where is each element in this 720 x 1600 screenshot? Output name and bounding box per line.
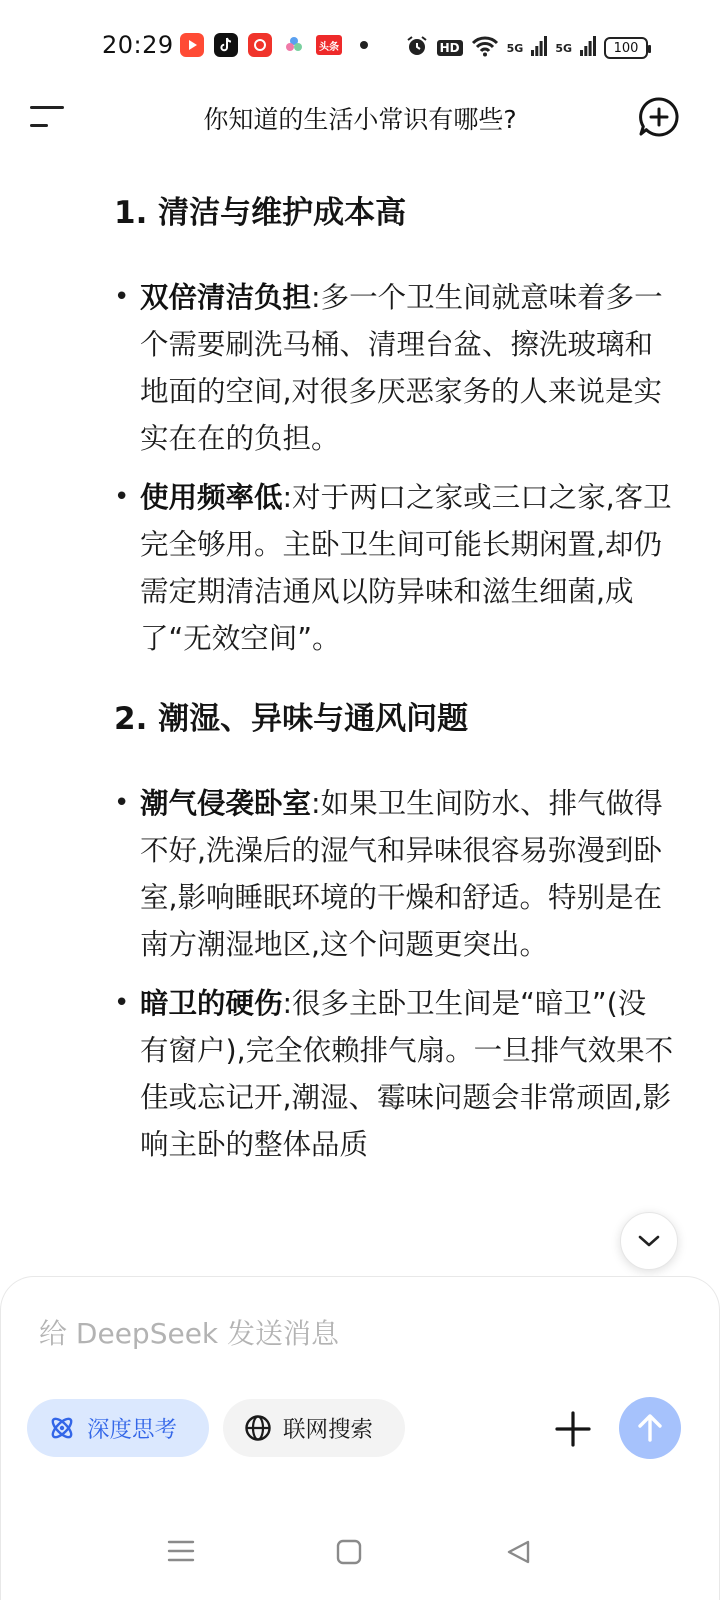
list-item — [114, 780, 674, 968]
bullet-title: 双倍清洁负担 — [140, 281, 312, 314]
web-search-label: 联网搜索 — [283, 1417, 374, 1443]
bullet-text: :如果卫生间防水、排气做得不好,洗澡后的湿气和异味很容易弥漫到卧室,影响睡眠环境的干燥和舒适。特别是在南方潮湿地区,这个问题更突出。 — [140, 787, 663, 961]
square-icon — [335, 1538, 363, 1566]
signal-5g-label-1: 5G — [506, 41, 524, 55]
alarm-icon — [405, 34, 429, 62]
bullet-text: :对于两口之家或三口之家,客卫完全够用。主卧卫生间可能长期闲置,却仍需定期清洁通风以防异味和滋生细菌,成了“无效空间”。 — [140, 481, 672, 655]
recents-button[interactable] — [166, 1538, 202, 1568]
new-chat-button[interactable] — [638, 96, 680, 138]
send-button[interactable] — [619, 1397, 681, 1459]
back-button[interactable] — [504, 1538, 540, 1568]
tiktok-icon — [214, 33, 238, 57]
battery-indicator: 100 — [604, 37, 648, 59]
system-icons — [405, 34, 648, 62]
toutiao-icon: 头条 — [316, 35, 342, 55]
video-app-icon — [180, 33, 204, 57]
plus-icon — [553, 1409, 593, 1449]
more-notifications-dot — [360, 41, 368, 49]
taobao-icon — [248, 33, 272, 57]
scroll-to-bottom-button[interactable] — [620, 1212, 678, 1270]
list-item — [114, 980, 674, 1168]
chevron-down-icon — [637, 1234, 661, 1248]
hd-badge: HD — [437, 40, 463, 56]
wifi-icon — [471, 35, 499, 61]
section-heading: 2. 潮湿、异味与通风问题 — [114, 701, 469, 737]
attach-button[interactable] — [553, 1409, 593, 1449]
signal-bars-icon — [580, 36, 596, 60]
home-button[interactable] — [335, 1538, 371, 1568]
bullet-text: :多一个卫生间就意味着多一个需要刷洗马桶、清理台盆、擦洗玻璃和地面的空间,对很多厌恶家务的人来说是实实在在的负担。 — [140, 281, 663, 455]
page-title: 你知道的生活小常识有哪些? — [203, 105, 517, 134]
system-nav-bar — [0, 1500, 720, 1600]
status-bar — [0, 0, 720, 90]
new-chat-icon — [638, 96, 680, 138]
deep-think-toggle[interactable] — [27, 1399, 209, 1457]
section-heading: 1. 清洁与维护成本高 — [114, 195, 407, 231]
list-item — [114, 274, 674, 462]
kite-icon — [282, 33, 306, 57]
atom-icon — [47, 1413, 77, 1443]
bullet-text: :很多主卧卫生间是“暗卫”(没有窗户),完全依赖排气扇。一旦排气效果不佳或忘记开,潮湿、霉味问题会非常顽固,影响主卧的整体品质 — [140, 987, 674, 1161]
back-triangle-icon — [504, 1538, 532, 1566]
chat-header — [0, 90, 720, 146]
globe-icon — [243, 1413, 273, 1443]
bullet-title: 使用频率低 — [140, 481, 283, 514]
notification-icons — [180, 33, 368, 57]
menu-icon — [30, 106, 64, 109]
arrow-up-icon — [635, 1412, 665, 1444]
message-input[interactable] — [39, 1311, 679, 1355]
menu-button[interactable] — [30, 102, 66, 130]
status-time: 20:29 — [102, 31, 174, 59]
assistant-message — [114, 190, 674, 1180]
signal-5g-label-2: 5G — [555, 41, 572, 55]
menu-lines-icon — [166, 1538, 196, 1564]
bullet-title: 潮气侵袭卧室 — [140, 787, 312, 820]
bullet-title: 暗卫的硬伤 — [140, 987, 283, 1020]
deep-think-label: 深度思考 — [87, 1417, 178, 1443]
web-search-toggle[interactable] — [223, 1399, 405, 1457]
menu-icon-line — [30, 124, 48, 127]
signal-bars-icon — [531, 36, 547, 60]
list-item — [114, 474, 674, 662]
